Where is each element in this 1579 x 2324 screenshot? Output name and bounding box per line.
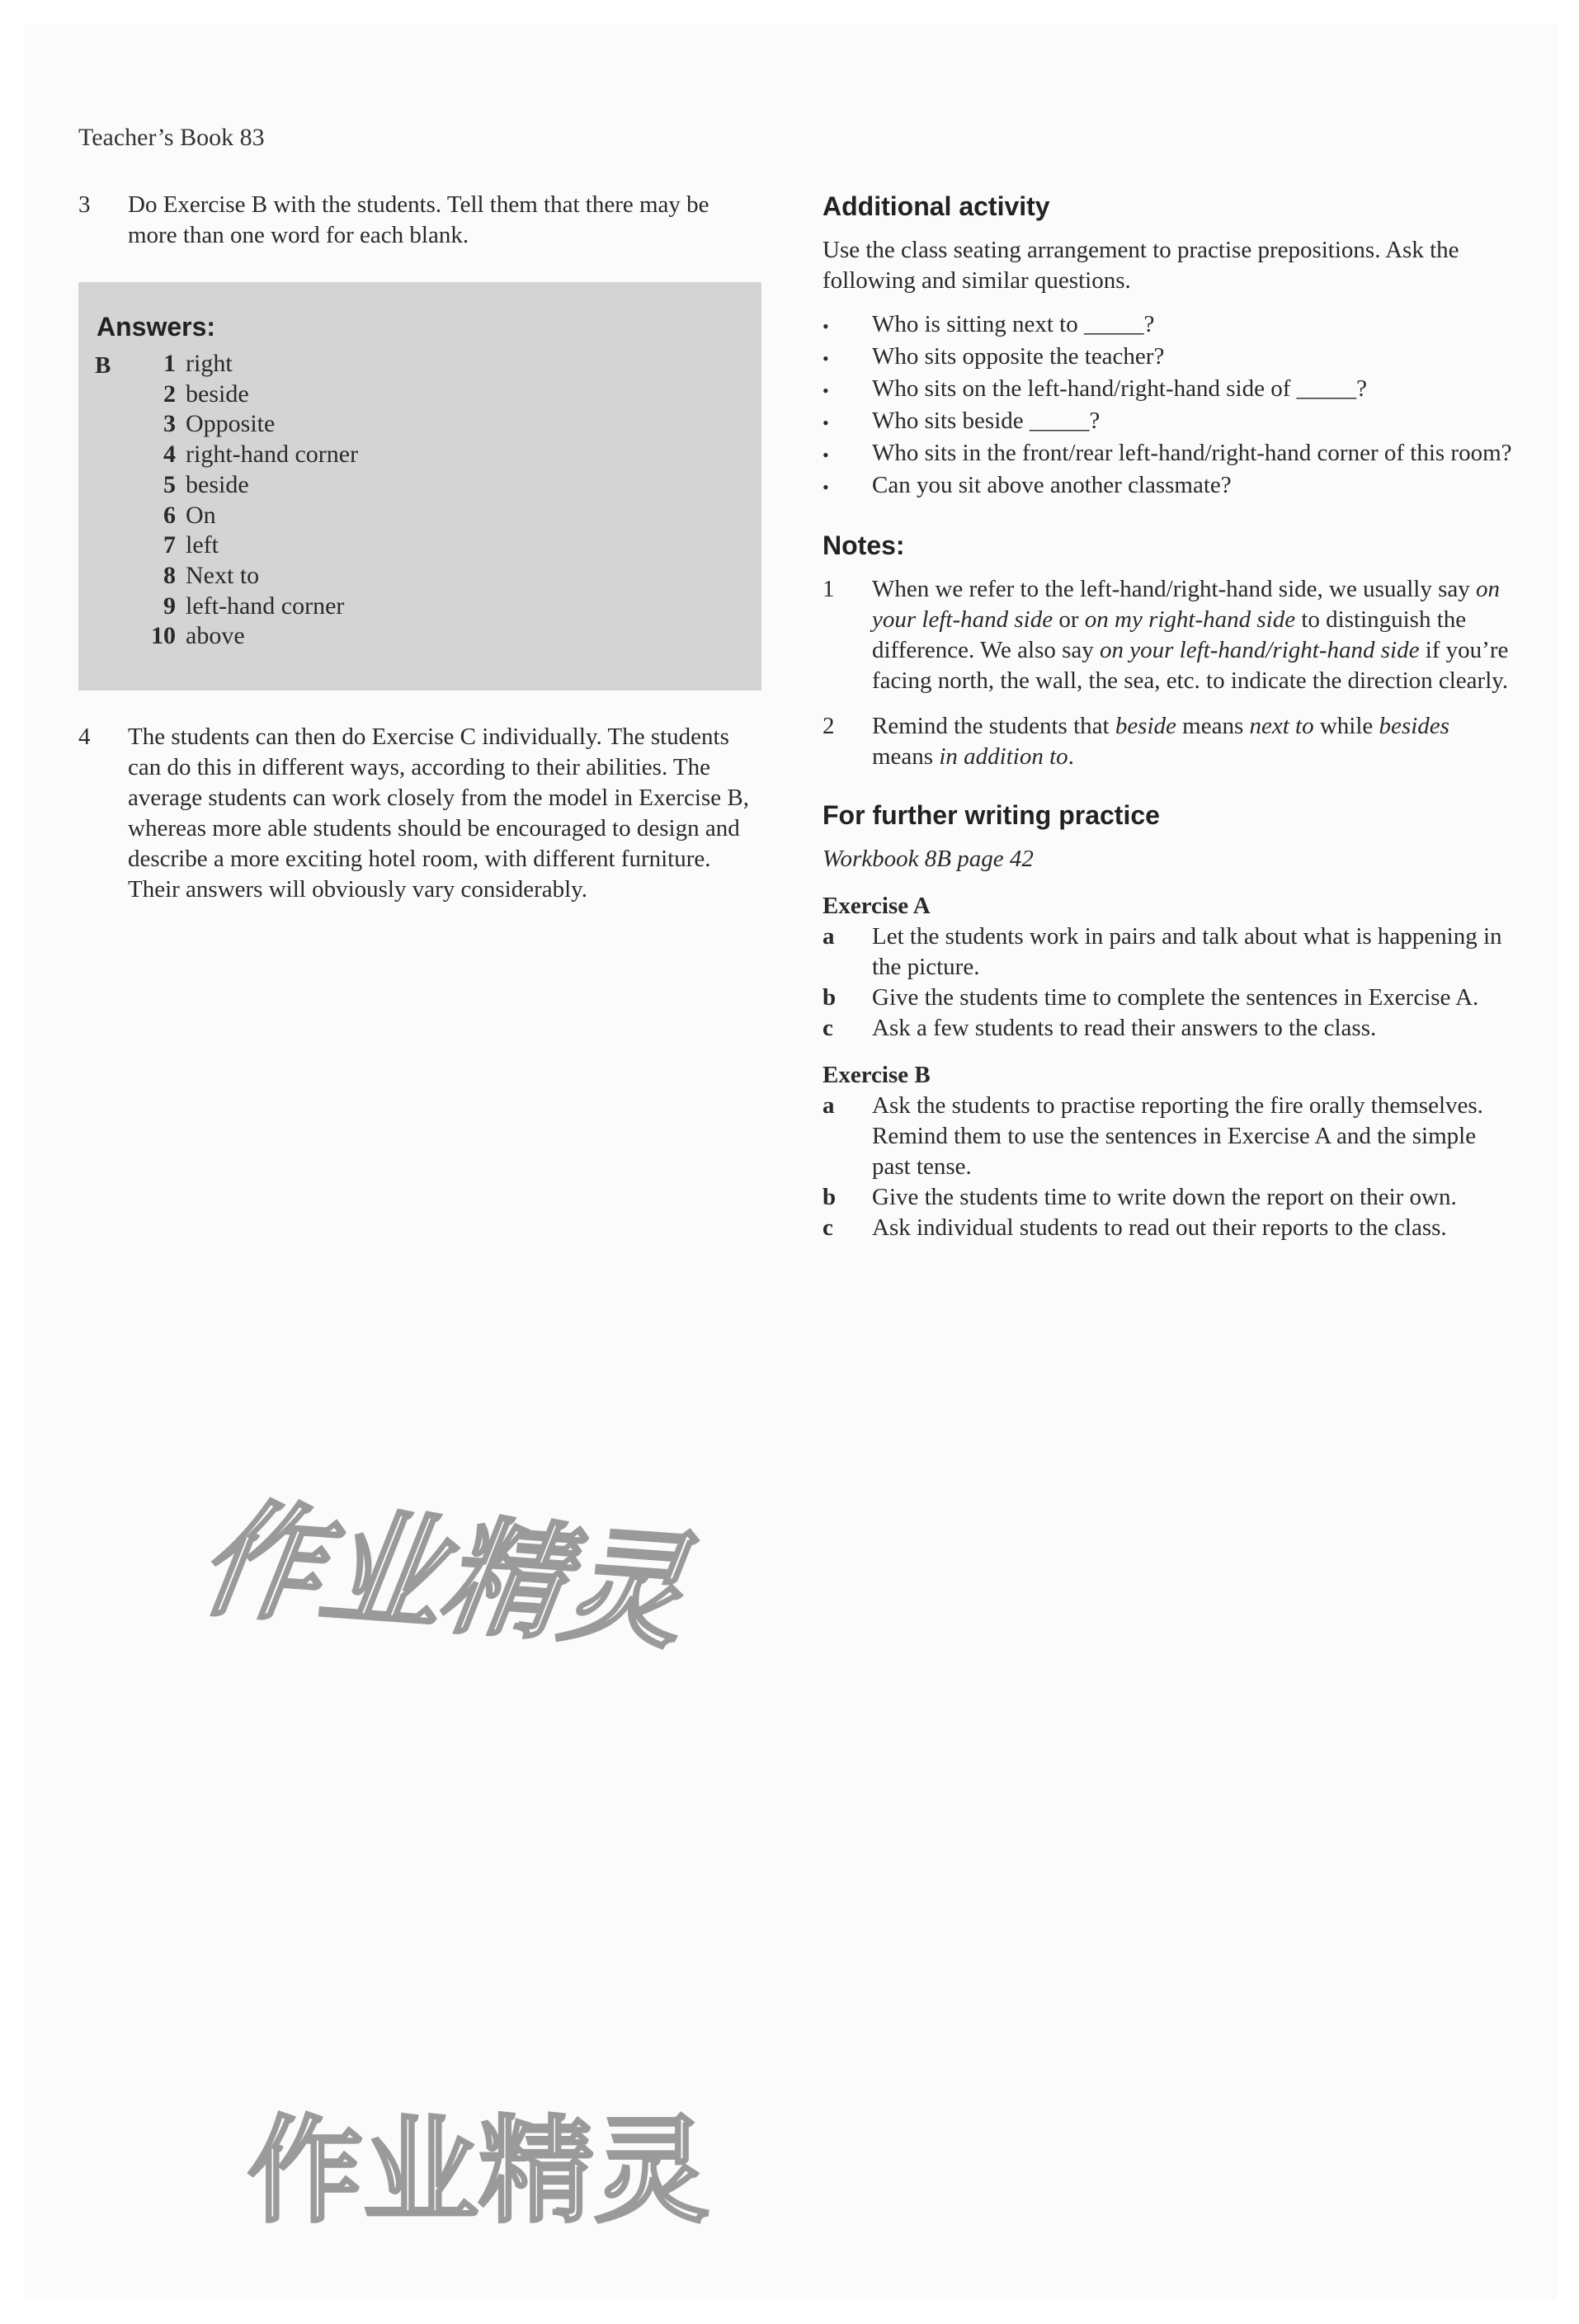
step-text: Give the students time to complete the sentences in Exercise A. (872, 984, 1479, 1011)
list-item (822, 309, 1515, 342)
answers-exercise-letter: B (95, 352, 111, 379)
step-text: Ask individual students to read out their reports to the class. (872, 1214, 1447, 1241)
notes-heading: Notes: (822, 530, 905, 560)
exercise-b-list (822, 1091, 1515, 1243)
bullet: • (822, 380, 829, 401)
exercise-step (822, 1213, 1515, 1243)
step-text: Give the students time to write down the report on their own. (872, 1184, 1457, 1210)
item-text: Do Exercise B with the students. Tell them that there may be more than one word for each blank. (128, 191, 709, 248)
answer-number: 9 (163, 592, 176, 620)
workbook-reference: Workbook 8B page 42 (822, 846, 1034, 872)
list-item-text: Can you sit above another classmate? (872, 472, 1232, 498)
answer-row (130, 501, 358, 531)
note-text-part: Remind the students that (872, 713, 1115, 739)
answer-text: On (186, 501, 216, 529)
note-text-italic: on your left-hand side (872, 576, 1500, 633)
answer-row (130, 440, 358, 470)
exercise-step (822, 983, 1515, 1013)
answer-number: 3 (163, 410, 176, 438)
bullet: • (822, 477, 829, 497)
additional-activity-intro: Use the class seating arrangement to practise prepositions. Ask the following and similar questions. (822, 237, 1459, 294)
answer-row (130, 530, 358, 561)
watermark-logo: 作业精灵 (183, 1488, 724, 1666)
step-text: Ask a few students to read their answers to the class. (872, 1015, 1377, 1041)
exercise-step (822, 1013, 1515, 1044)
answer-row (130, 561, 358, 592)
answer-number: 1 (163, 350, 176, 377)
answer-text: beside (186, 470, 249, 498)
answer-text: left (186, 531, 219, 559)
step-letter: a (822, 923, 835, 950)
note-text-part: or (1053, 606, 1085, 633)
list-item-text: Who sits in the front/rear left-hand/right-hand corner of this room? (872, 440, 1512, 466)
note-text (872, 711, 1515, 772)
step-letter: a (822, 1092, 835, 1119)
list-item (822, 374, 1515, 406)
item-number: 3 (78, 191, 91, 218)
step-letter: b (822, 1184, 837, 1210)
question-list (822, 309, 1515, 502)
left-column (78, 190, 763, 905)
item-3 (78, 190, 763, 251)
item-4 (78, 722, 763, 905)
answer-number: 7 (163, 531, 176, 559)
answer-text: right-hand corner (186, 441, 359, 469)
answer-row (130, 592, 358, 622)
note-text-italic: on my right-hand side (1084, 606, 1296, 633)
answer-text: above (186, 622, 245, 650)
note-text-part: to distinguish the difference. We also say (872, 606, 1467, 663)
answer-text: Next to (186, 561, 260, 589)
bullet: • (822, 316, 829, 337)
answer-number: 8 (163, 561, 176, 589)
note-text-part: if you’re facing north, the wall, the sea, etc. to indicate the direction clearly. (872, 637, 1509, 694)
writing-practice-heading: For further writing practice (822, 800, 1160, 830)
note-text-italic: on your left-hand/right-hand side (1100, 637, 1420, 663)
answer-number: 4 (163, 441, 176, 469)
exercise-a-list (822, 922, 1515, 1044)
exercise-step (822, 1182, 1515, 1213)
note-number: 1 (822, 576, 835, 602)
list-item (822, 406, 1515, 438)
note-text-part: means (1176, 713, 1250, 739)
answer-row (130, 470, 358, 501)
running-head: Teacher’s Book 83 (78, 124, 265, 151)
bullet: • (822, 412, 829, 433)
exercise-step (822, 1091, 1515, 1182)
note-text (872, 574, 1515, 696)
step-text: Ask the students to practise reporting the fire orally themselves. Remind them to use the sentences in Exercise A and the simple past tense. (872, 1092, 1483, 1180)
watermark-logo: 作业精灵 (247, 2105, 710, 2239)
exercise-step (822, 922, 1515, 983)
note-text-italic: in addition to (939, 743, 1068, 770)
note-text-part: . (1068, 743, 1074, 770)
answers-box (78, 282, 761, 691)
note-text-part: means (872, 743, 940, 770)
answer-number: 2 (163, 379, 176, 408)
answer-text: beside (186, 379, 249, 408)
item-text: The students can then do Exercise C individually. The students can do this in different ways, according to their abilities. The average students can work closely from the model in Exercise B, whereas more able students should be encouraged to design and describe a more exciting hotel room, with different furniture. Their answers will obviously vary considerably. (128, 724, 749, 903)
additional-activity-heading: Additional activity (822, 191, 1050, 221)
note-number: 2 (822, 713, 835, 739)
list-item (822, 470, 1515, 502)
answer-number: 5 (163, 470, 176, 498)
note-text-italic: besides (1379, 713, 1449, 739)
bullet: • (822, 445, 829, 465)
step-letter: b (822, 984, 837, 1011)
answer-number: 10 (151, 622, 176, 650)
note-text-italic: beside (1115, 713, 1176, 739)
list-item-text: Who sits beside _____? (872, 408, 1101, 434)
exercise-a-title: Exercise A (822, 893, 931, 919)
note-1 (822, 574, 1515, 696)
list-item-text: Who sits on the left-hand/right-hand side of _____? (872, 375, 1368, 402)
answers-title: Answers: (97, 312, 216, 342)
note-text-part: When we refer to the left-hand/right-hand side, we usually say (872, 576, 1476, 602)
step-text: Let the students work in pairs and talk about what is happening in the picture. (872, 923, 1502, 980)
answer-row (130, 409, 358, 440)
note-2 (822, 711, 1515, 772)
answer-row (130, 379, 358, 410)
step-letter: c (822, 1015, 833, 1041)
list-item-text: Who sits opposite the teacher? (872, 343, 1165, 370)
answer-text: left-hand corner (186, 592, 345, 620)
list-item (822, 438, 1515, 470)
bullet: • (822, 348, 829, 369)
answers-list (130, 349, 358, 652)
list-item (822, 342, 1515, 374)
answer-number: 6 (163, 501, 176, 529)
answer-row (130, 621, 358, 652)
exercise-b-title: Exercise B (822, 1062, 931, 1088)
answer-text: right (186, 350, 233, 377)
note-text-italic: next to (1249, 713, 1314, 739)
item-number: 4 (78, 724, 91, 750)
note-text-part: while (1313, 713, 1379, 739)
right-column (822, 191, 1515, 1243)
list-item-text: Who is sitting next to _____? (872, 311, 1155, 337)
answer-row (130, 349, 358, 379)
step-letter: c (822, 1214, 833, 1241)
answer-text: Opposite (186, 410, 276, 438)
